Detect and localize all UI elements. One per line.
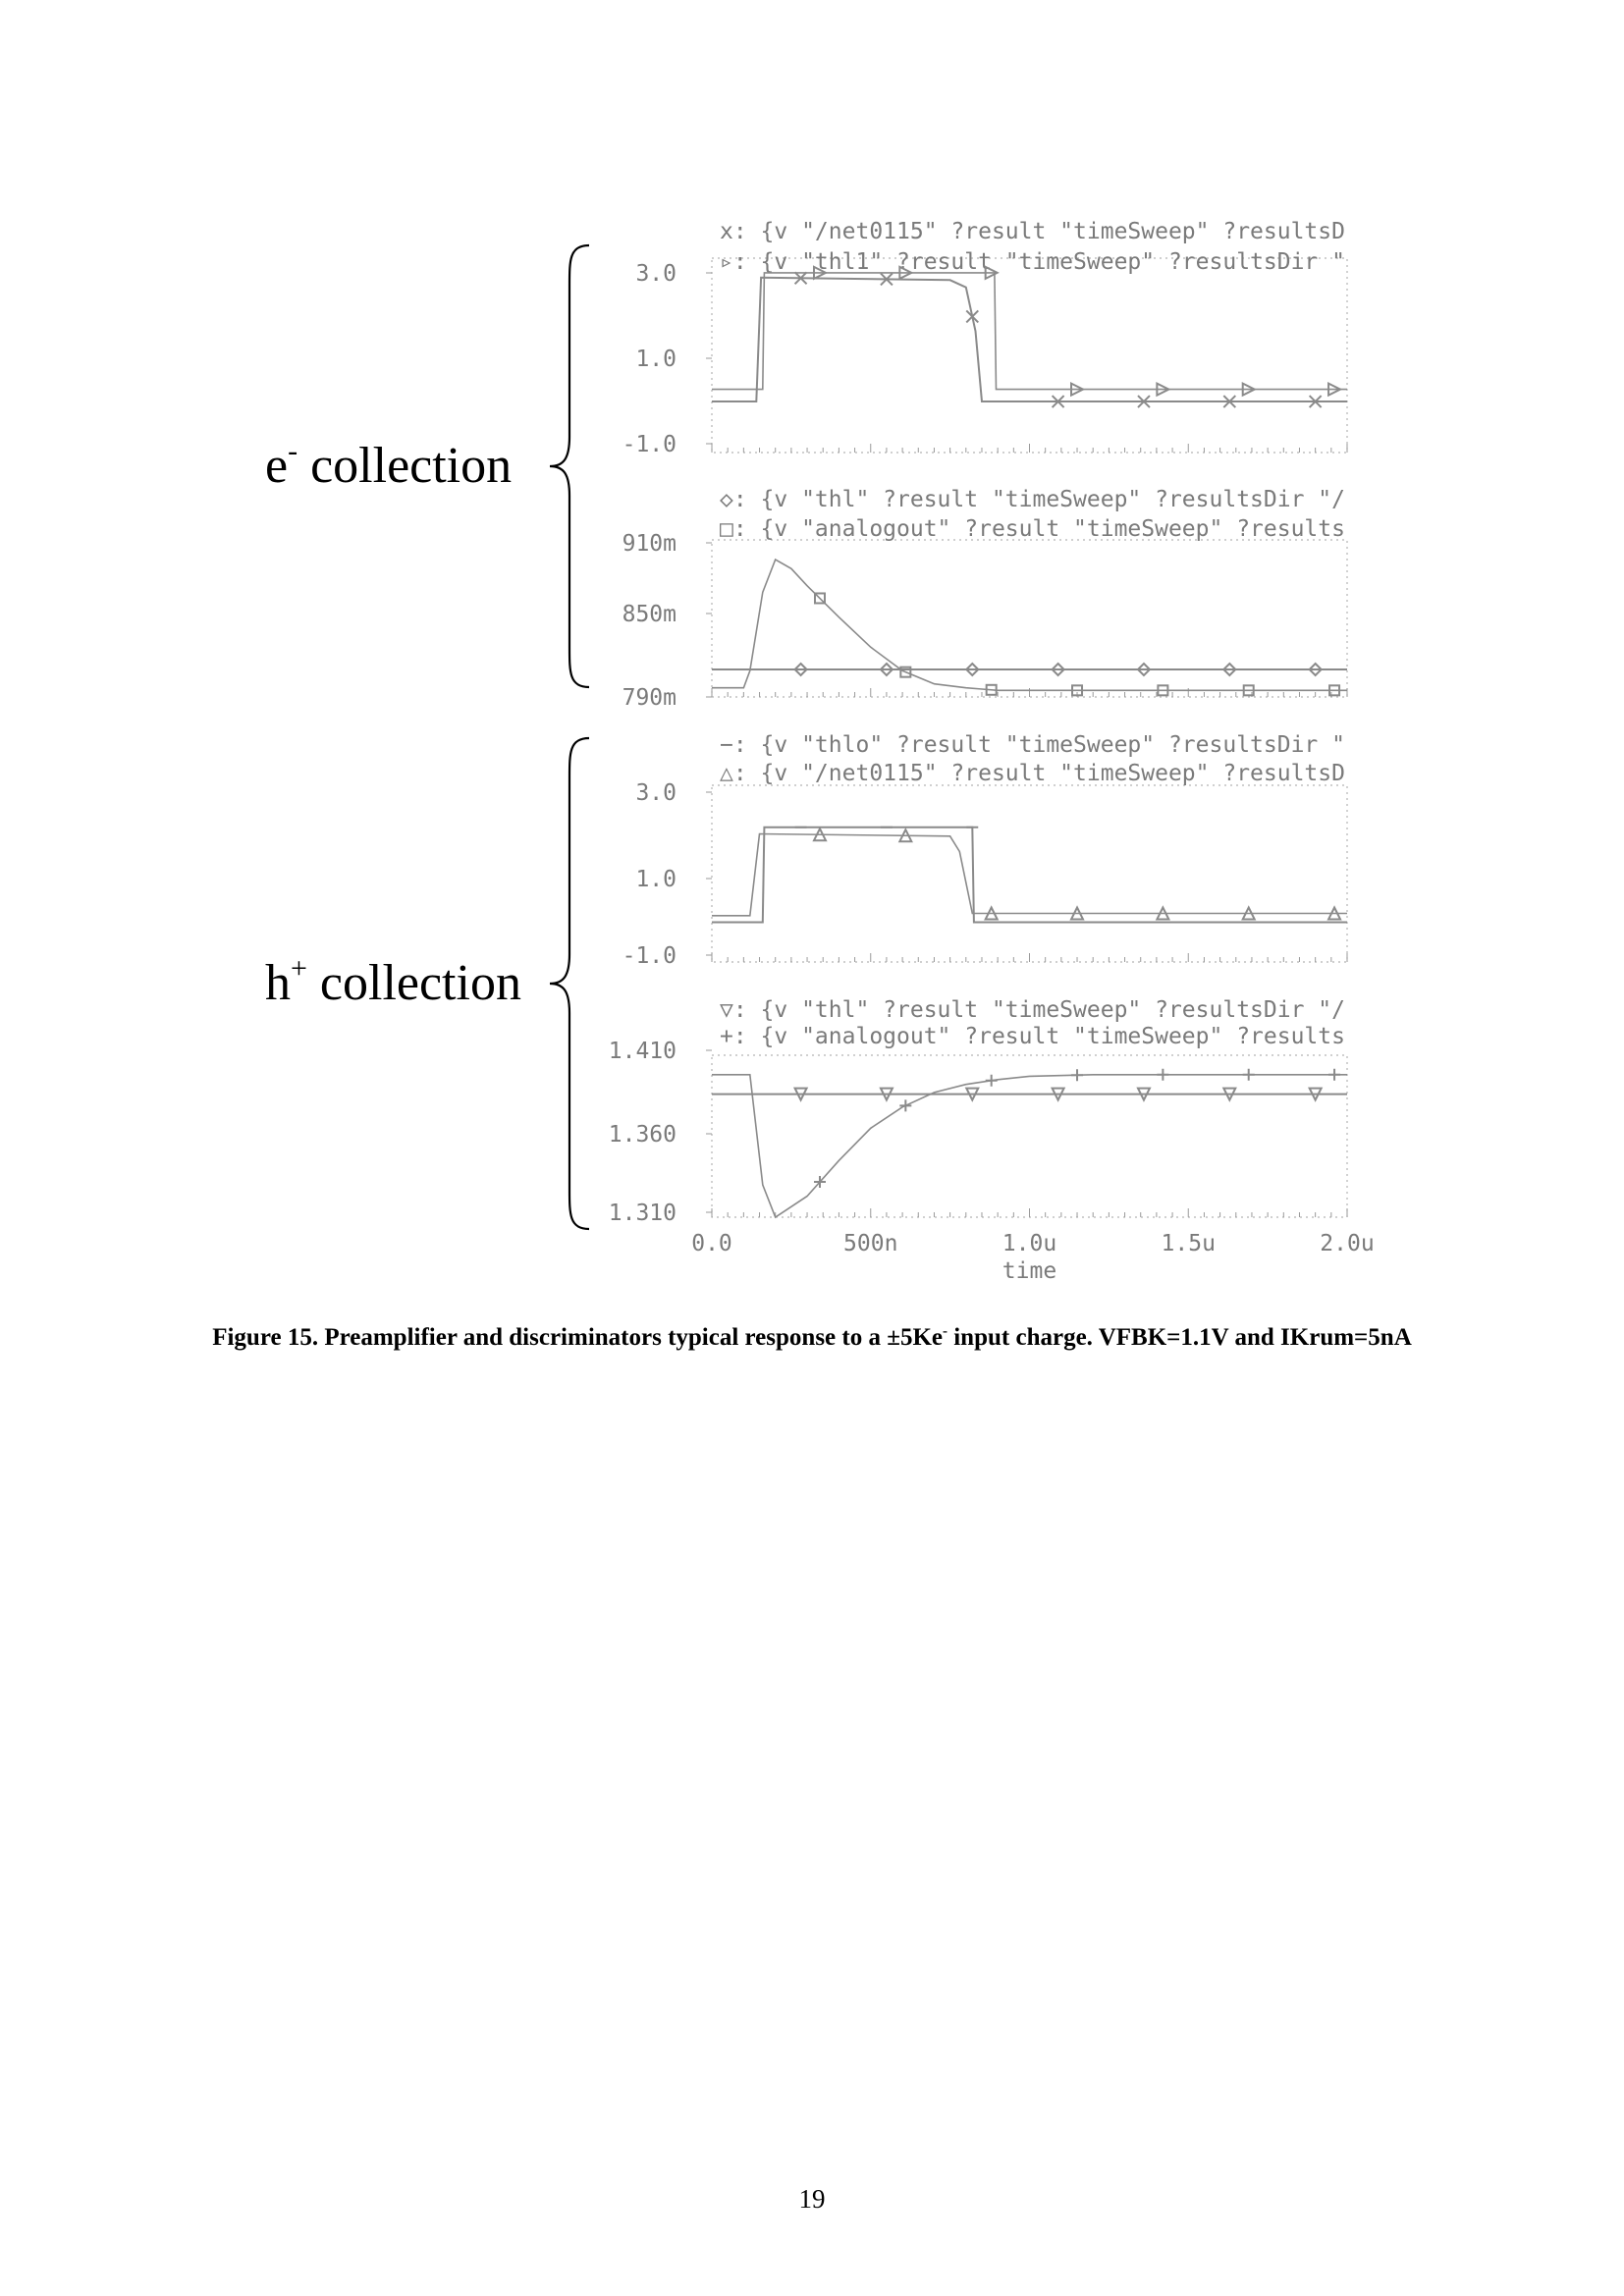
group-label-text: collection [306, 955, 521, 1011]
group-label-sup: - [288, 435, 298, 467]
series-marker-4-2 [1071, 1069, 1083, 1081]
page-number: 19 [798, 2184, 826, 2214]
x-tick-label-3: 1.0u [1001, 1231, 1057, 1256]
group-label-base: e [265, 438, 289, 494]
series-line-2-2 [712, 560, 1347, 690]
y-tick-label-3-2: 1.0 [635, 867, 677, 892]
y-tick-label-4-2: 1.360 [608, 1122, 677, 1148]
caption-superscript: - [942, 1323, 947, 1340]
legend-entry-2-2: □: {v "analogout" ?result "timeSweep" ?results [720, 516, 1345, 542]
plot-frame-1 [712, 258, 1347, 453]
x-tick-label-1: 0.0 [691, 1231, 732, 1256]
group-label-2 [265, 952, 521, 1011]
group-brace-2 [550, 738, 589, 1229]
group-label-base: h [265, 955, 291, 1011]
series-line-1-1 [712, 278, 1347, 401]
legend-entry-4-1: ▽: {v "thl" ?result "timeSweep" ?resultsDir "/ [720, 997, 1345, 1023]
x-tick-label-5: 2.0u [1320, 1231, 1375, 1256]
group-label-sup: + [291, 952, 307, 985]
group-label-text: collection [298, 438, 513, 494]
series-marker-4-2 [1157, 1069, 1168, 1081]
series-line-1-2 [712, 273, 1347, 390]
group-label-1 [265, 435, 512, 494]
series-line-4-2 [712, 1075, 1347, 1217]
y-tick-label-4-3: 1.310 [608, 1201, 677, 1226]
plot-frame-2 [712, 540, 1347, 697]
plot-frame-4 [712, 1055, 1347, 1217]
figure-caption [147, 1322, 1477, 1353]
group-brace-1 [550, 245, 589, 687]
y-tick-label-3-1: 3.0 [635, 780, 677, 806]
series-marker-4-2 [986, 1075, 998, 1087]
caption-text-end: input charge. VFBK=1.1V and IKrum=5nA [947, 1324, 1412, 1351]
y-tick-label-1-3: -1.0 [622, 432, 677, 457]
y-tick-label-3-3: -1.0 [622, 943, 677, 969]
series-line-3-1 [712, 828, 1347, 923]
y-tick-label-1-1: 3.0 [635, 261, 677, 287]
y-tick-label-1-2: 1.0 [635, 347, 677, 372]
x-axis-label: time [1001, 1258, 1057, 1284]
legend-entry-1-2: ▹: {v "thl1" ?result "timeSweep" ?resultsDir " [720, 249, 1345, 275]
legend-entry-3-2: △: {v "/net0115" ?result "timeSweep" ?resultsD [720, 761, 1345, 786]
y-tick-label-2-1: 910m [622, 531, 677, 557]
series-marker-4-2 [1243, 1069, 1255, 1081]
series-line-3-2 [712, 834, 1347, 916]
series-marker-4-2 [1328, 1069, 1340, 1081]
x-tick-label-2: 500n [843, 1231, 898, 1256]
plot-frame-3 [712, 785, 1347, 962]
legend-entry-2-1: ◇: {v "thl" ?result "timeSweep" ?resultsDir "/ [720, 487, 1345, 512]
legend-entry-1-1: x: {v "/net0115" ?result "timeSweep" ?resultsD [720, 219, 1345, 244]
y-tick-label-4-1: 1.410 [608, 1039, 677, 1064]
legend-entry-4-2: +: {v "analogout" ?result "timeSweep" ?results [720, 1024, 1345, 1049]
caption-text: Figure 15. Preamplifier and discriminators typical response to a ±5Ke [212, 1324, 943, 1351]
y-tick-label-2-3: 790m [622, 685, 677, 711]
legend-entry-3-1: −: {v "thlo" ?result "timeSweep" ?resultsDir " [720, 732, 1345, 758]
x-tick-label-4: 1.5u [1161, 1231, 1216, 1256]
y-tick-label-2-2: 850m [622, 602, 677, 627]
series-marker-4-2 [899, 1099, 911, 1111]
